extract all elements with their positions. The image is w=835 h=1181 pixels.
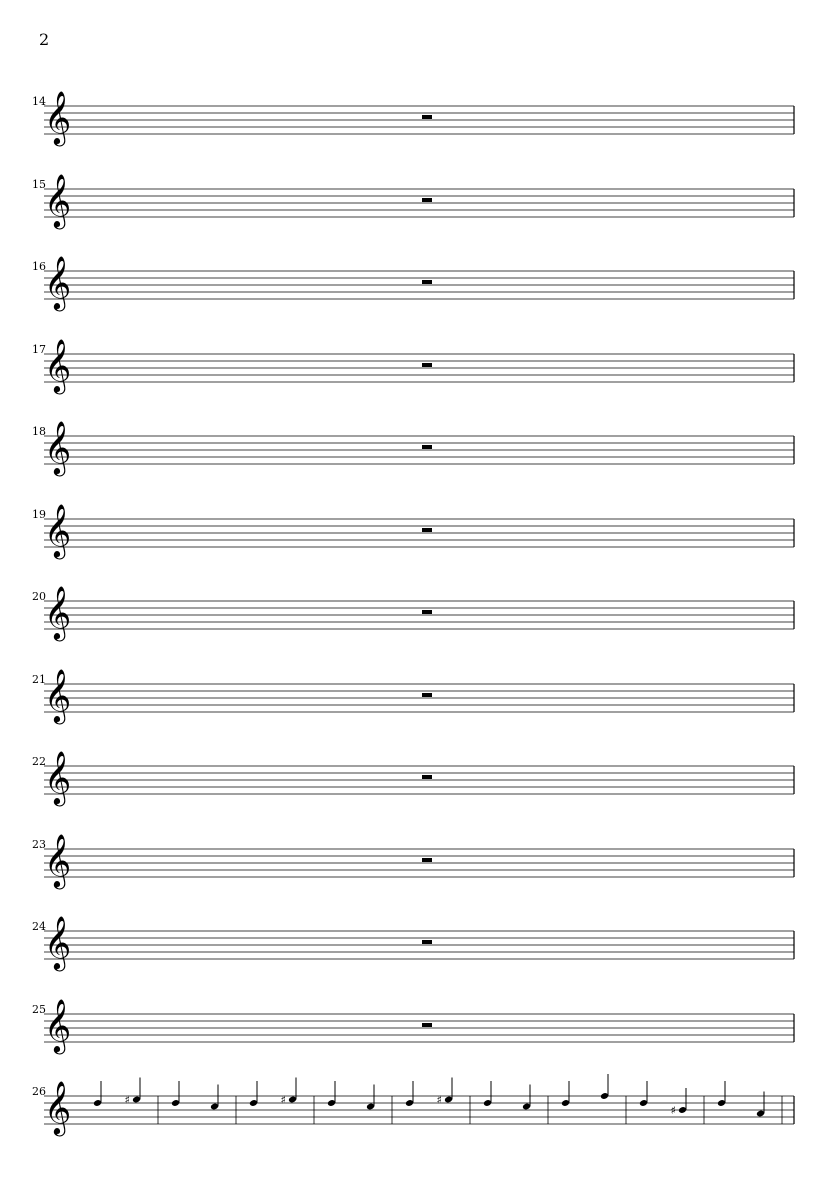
staff-system: [0, 334, 835, 394]
staff: [0, 994, 835, 1054]
treble-clef-icon: [44, 998, 71, 1054]
whole-rest: [422, 693, 432, 697]
staff: [0, 334, 835, 394]
note-g-sharp5: [125, 1078, 142, 1107]
note-f5: [717, 1081, 726, 1107]
svg-text:𝄞: 𝄞: [44, 172, 72, 227]
staff-system: [0, 499, 835, 559]
treble-clef-icon: [44, 173, 71, 229]
staff: [0, 581, 835, 641]
measure-number: 15: [32, 177, 46, 191]
whole-rest: [422, 445, 432, 449]
treble-clef-icon: [44, 833, 71, 889]
staff: [0, 911, 835, 971]
whole-rest: [422, 940, 432, 944]
staff-system: [0, 911, 835, 971]
svg-text:𝄞: 𝄞: [44, 337, 72, 392]
note-f5: [483, 1081, 492, 1107]
whole-rest: [422, 775, 432, 779]
svg-text:𝄞: 𝄞: [44, 420, 72, 474]
whole-rest: [422, 1023, 432, 1027]
whole-rest: [422, 610, 432, 614]
staff: [0, 746, 835, 806]
page-number: 2: [39, 30, 50, 49]
note-a5: [600, 1074, 609, 1100]
whole-rest: [422, 858, 432, 862]
staff: [0, 499, 835, 559]
svg-text:𝄞: 𝄞: [44, 915, 72, 969]
whole-rest: [422, 528, 432, 532]
staff-system: [0, 581, 835, 641]
svg-text:♯: ♯: [670, 1104, 676, 1117]
staff: [0, 664, 835, 724]
note-g-sharp5: [437, 1078, 454, 1107]
staff: [0, 829, 835, 889]
svg-text:𝄞: 𝄞: [44, 502, 72, 557]
measure-number: 22: [32, 755, 46, 768]
staff: [0, 86, 835, 146]
measure-number: 16: [32, 260, 46, 273]
treble-clef-icon: [44, 668, 71, 724]
measure-number: 26: [32, 1085, 46, 1098]
note-f5: [249, 1081, 258, 1107]
measure-number: 25: [32, 1002, 46, 1016]
staff-system: [0, 829, 835, 889]
note-f5: [327, 1081, 336, 1107]
treble-clef-icon: [44, 255, 71, 311]
note-f5: [93, 1081, 102, 1107]
measure-number: 19: [32, 507, 46, 521]
measure-number: 17: [32, 342, 46, 356]
svg-text:𝄞: 𝄞: [44, 997, 72, 1052]
note-f5: [561, 1081, 570, 1107]
svg-text:𝄞: 𝄞: [44, 255, 72, 309]
svg-text:𝄞: 𝄞: [44, 1080, 72, 1134]
staff-system: [0, 416, 835, 476]
svg-text:𝄞: 𝄞: [44, 667, 72, 722]
svg-text:𝄞: 𝄞: [44, 750, 72, 804]
staff: [0, 416, 835, 476]
staff-system: [0, 664, 835, 724]
note-g-sharp5: [281, 1078, 298, 1107]
svg-text:𝄞: 𝄞: [44, 585, 72, 639]
measure-number: 23: [32, 837, 46, 851]
treble-clef-icon: [44, 503, 71, 559]
whole-rest: [422, 280, 432, 284]
staff-system: [0, 169, 835, 229]
svg-text:♯: ♯: [124, 1093, 130, 1107]
whole-rest: [422, 363, 432, 367]
measure-number: 21: [32, 672, 46, 686]
svg-text:𝄞: 𝄞: [44, 832, 72, 887]
treble-clef-icon: [44, 585, 71, 641]
svg-text:𝄞: 𝄞: [44, 90, 72, 144]
measure-number: 18: [32, 425, 46, 438]
staff-system: [0, 86, 835, 146]
note-f5: [405, 1081, 414, 1107]
staff: [0, 1076, 835, 1136]
note-e5: [210, 1085, 219, 1111]
staff: [0, 251, 835, 311]
staff: [0, 169, 835, 229]
note-f5: [639, 1081, 648, 1107]
treble-clef-icon: [44, 1080, 71, 1136]
measure-number: 20: [32, 590, 46, 603]
treble-clef-icon: [44, 338, 71, 394]
note-e5: [366, 1085, 375, 1111]
measure-number: 24: [32, 920, 46, 933]
treble-clef-icon: [44, 90, 71, 146]
svg-text:♯: ♯: [280, 1093, 286, 1107]
measure-number: 14: [32, 95, 46, 108]
note-f5: [171, 1081, 180, 1107]
note-d-sharp5: [671, 1088, 688, 1117]
treble-clef-icon: [44, 420, 71, 476]
whole-rest: [422, 198, 432, 202]
treble-clef-icon: [44, 915, 71, 971]
svg-text:♯: ♯: [436, 1093, 442, 1107]
treble-clef-icon: [44, 750, 71, 806]
staff-system: [0, 994, 835, 1054]
whole-rest: [422, 115, 432, 119]
staff-system: [0, 746, 835, 806]
staff-system: [0, 251, 835, 311]
note-c5: [756, 1092, 765, 1118]
staff-system: [0, 1076, 835, 1136]
note-e5: [522, 1085, 531, 1111]
